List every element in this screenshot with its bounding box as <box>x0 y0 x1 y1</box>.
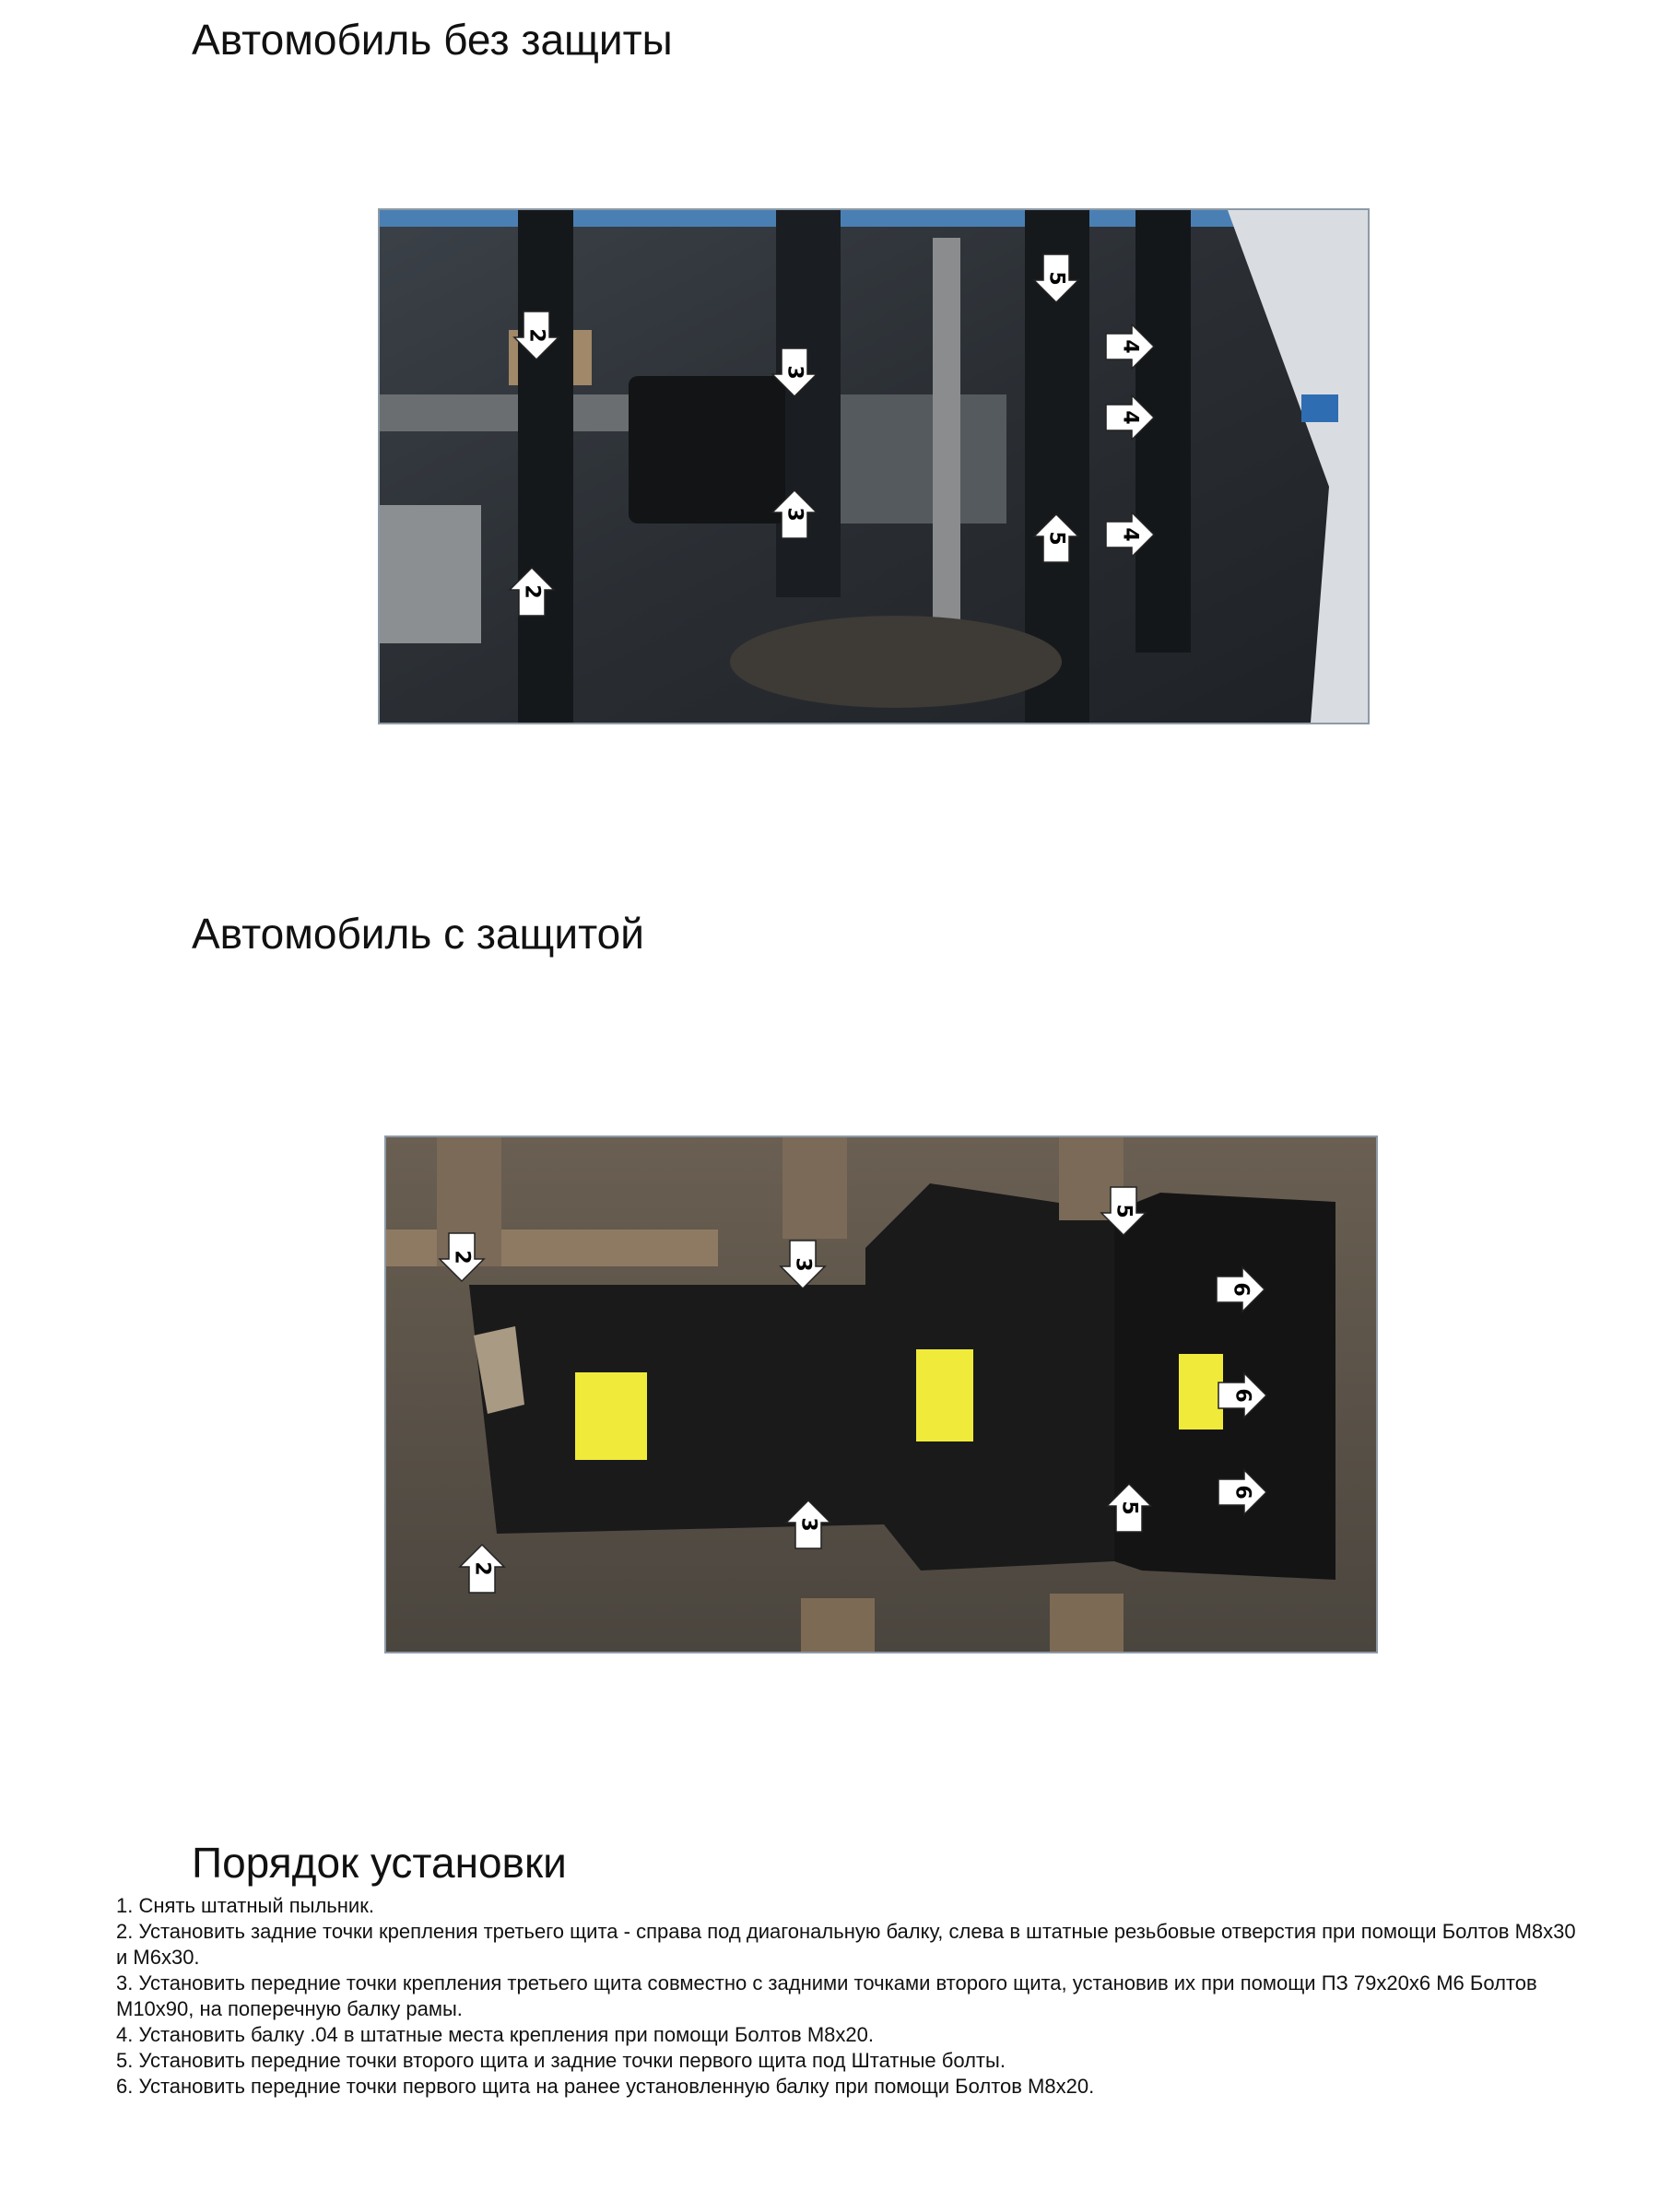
arrow-marker-5 <box>1034 254 1078 302</box>
step-1: 1. Снять штатный пыльник. <box>116 1894 374 1917</box>
arrow-marker-label: 3 <box>796 1517 820 1532</box>
step-4: 4. Установить балку .04 в штатные места крепления при помощи Болтов М8х20. <box>116 2023 874 2046</box>
arrow-marker-6 <box>1218 1373 1266 1418</box>
arrow-marker-3 <box>781 1241 825 1288</box>
heading-without-protection: Автомобиль без защиты <box>192 16 673 64</box>
arrow-marker-label: 3 <box>791 1257 815 1272</box>
arrow-marker-6 <box>1217 1267 1265 1312</box>
arrow-marker-5 <box>1101 1187 1146 1235</box>
arrow-marker-label: 2 <box>520 584 544 599</box>
arrow-marker-5 <box>1034 514 1078 562</box>
step-6: 6. Установить передние точки первого щита на ранее установленную балку при помощи Болтов М8х20. <box>116 2075 1095 2098</box>
arrow-marker-4 <box>1106 324 1154 369</box>
arrow-marker-3 <box>786 1500 830 1548</box>
arrow-marker-label: 3 <box>782 365 806 380</box>
installation-steps <box>116 1893 1591 2100</box>
arrow-marker-4 <box>1106 395 1154 440</box>
arrow-marker-3 <box>772 348 817 396</box>
arrow-marker-2 <box>514 312 559 359</box>
arrow-marker-4 <box>1106 512 1154 557</box>
arrow-marker-2 <box>440 1233 484 1281</box>
step-2: 2. Установить задние точки крепления третьего щита - справа под диагональную балку, слева в штатные резьбовые отверстия при помощи Болтов М8х30 и М6х30. <box>116 1920 1576 1969</box>
photo-car-with-protection <box>384 1135 1378 1653</box>
arrow-marker-label: 5 <box>1044 271 1068 286</box>
arrow-marker-3 <box>772 490 817 538</box>
arrow-marker-label: 3 <box>782 507 806 522</box>
step-3: 3. Установить передние точки крепления третьего щита совместно с задними точками второго щита, установив их при помощи ПЗ 79х20х6 М6 Болтов М10х90, на поперечную балку рамы. <box>116 1971 1537 2020</box>
step-5: 5. Установить передние точки второго щита и задние точки первого щита под Штатные болты. <box>116 2049 1006 2072</box>
arrow-marker-label: 2 <box>450 1250 474 1265</box>
arrow-marker-label: 5 <box>1044 531 1068 546</box>
markers-layer <box>386 1137 1376 1652</box>
arrow-marker-label: 2 <box>524 328 548 343</box>
arrow-marker-label: 4 <box>1118 410 1142 425</box>
arrow-marker-label: 6 <box>1230 1485 1254 1500</box>
arrow-marker-label: 2 <box>470 1561 494 1576</box>
arrow-marker-label: 5 <box>1117 1500 1141 1515</box>
arrow-marker-2 <box>510 568 554 616</box>
arrow-marker-label: 5 <box>1112 1204 1135 1218</box>
arrow-marker-5 <box>1107 1484 1151 1532</box>
arrow-marker-label: 4 <box>1118 527 1142 542</box>
heading-with-protection: Автомобиль с защитой <box>192 910 644 958</box>
arrow-marker-2 <box>460 1545 504 1593</box>
heading-install-order: Порядок установки <box>192 1839 567 1887</box>
arrow-marker-6 <box>1218 1470 1266 1514</box>
markers-layer <box>380 210 1368 723</box>
arrow-marker-label: 4 <box>1118 339 1142 354</box>
photo-car-without-protection <box>378 208 1370 724</box>
arrow-marker-label: 6 <box>1230 1388 1254 1403</box>
arrow-marker-label: 6 <box>1229 1282 1253 1297</box>
